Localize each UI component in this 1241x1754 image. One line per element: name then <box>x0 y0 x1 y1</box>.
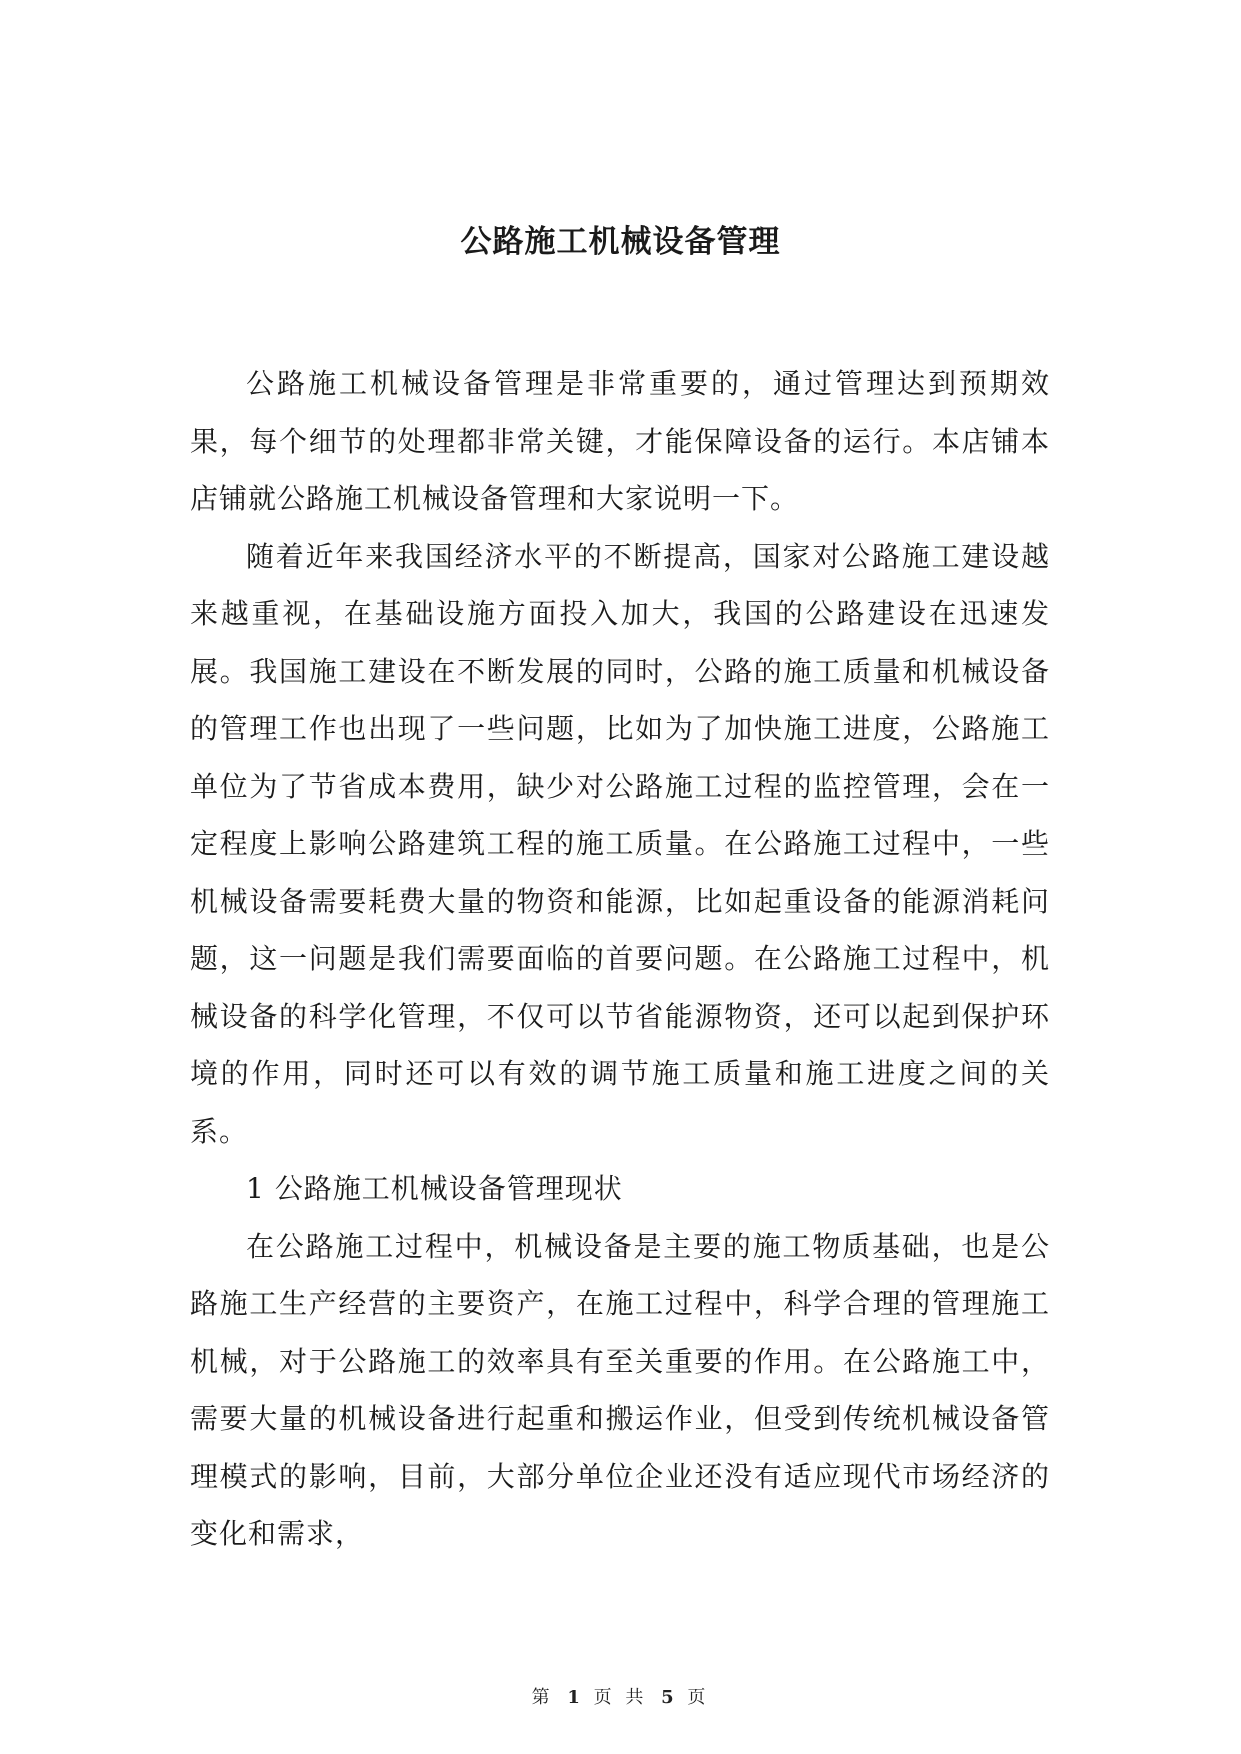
paragraph-background: 随着近年来我国经济水平的不断提高，国家对公路施工建设越来越重视，在基础设施方面投入加大，我国的公路建设在迅速发展。我国施工建设在不断发展的同时，公路的施工质量和机械设备的管理工作也出现了一些问题，比如为了加快施工进度，公路施工单位为了节省成本费用，缺少对公路施工过程的监控管理，会在一定程度上影响公路建筑工程的施工质量。在公路施工过程中，一些机械设备需要耗费大量的物资和能源，比如起重设备的能源消耗问题，这一问题是我们需要面临的首要问题。在公路施工过程中，机械设备的科学化管理，不仅可以节省能源物资，还可以起到保护环境的作用，同时还可以有效的调节施工质量和施工进度之间的关系。 <box>190 539 1050 1148</box>
footer-total-pages: 5 <box>661 1687 674 1708</box>
paragraph-intro: 公路施工机械设备管理是非常重要的，通过管理达到预期效果，每个细节的处理都非常关键，才能保障设备的运行。本店铺本店铺就公路施工机械设备管理和大家说明一下。 <box>190 367 1050 515</box>
footer-current-page: 1 <box>567 1687 580 1708</box>
section-heading: 1 公路施工机械设备管理现状 <box>246 1172 623 1205</box>
footer-middle: 页 共 <box>593 1687 648 1708</box>
document-title: 公路施工机械设备管理 <box>460 224 781 260</box>
page-footer <box>0 1686 1241 1710</box>
document-body <box>190 355 1050 1563</box>
footer-prefix: 第 <box>531 1687 554 1708</box>
footer-suffix: 页 <box>687 1687 710 1708</box>
paragraph-status: 在公路施工过程中，机械设备是主要的施工物质基础，也是公路施工生产经营的主要资产，在施工过程中，科学合理的管理施工机械，对于公路施工的效率具有至关重要的作用。在公路施工中，需要大量的机械设备进行起重和搬运作业，但受到传统机械设备管理模式的影响，目前，大部分单位企业还没有适应现代市场经济的变化和需求， <box>190 1229 1050 1550</box>
